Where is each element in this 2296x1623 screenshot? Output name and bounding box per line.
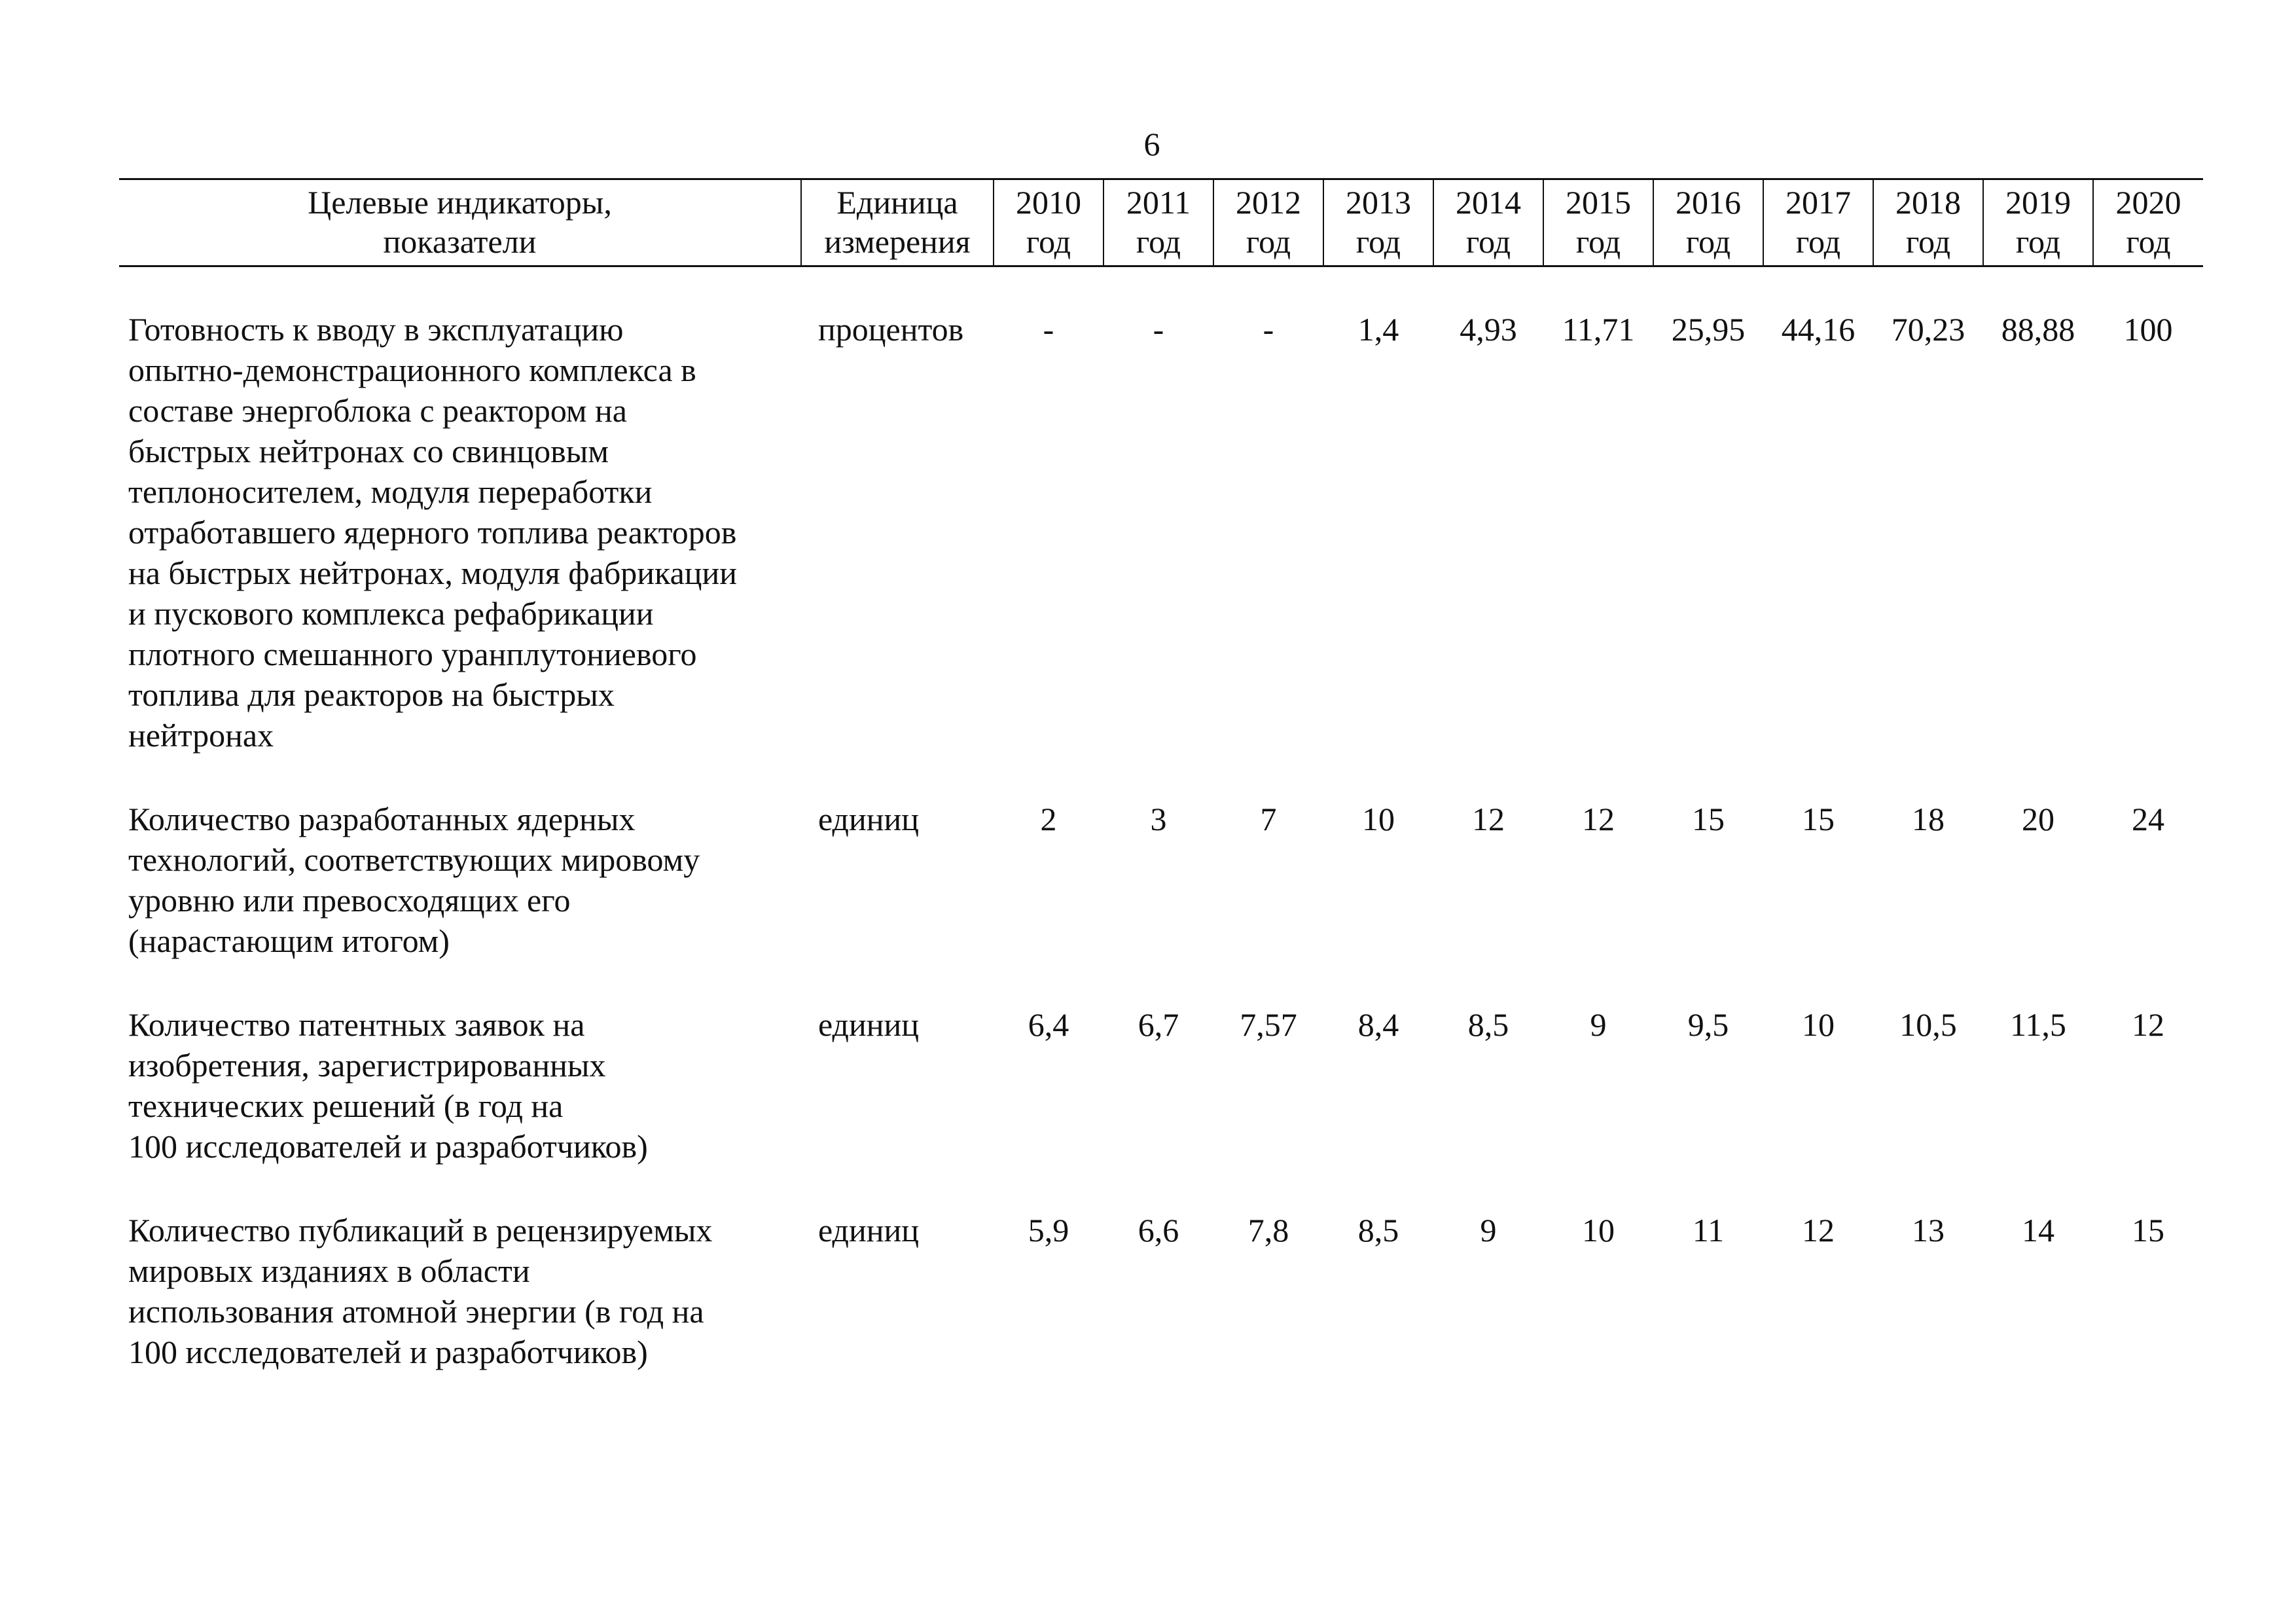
header-year-2016: 2016 год <box>1653 179 1763 266</box>
header-indicator-line: показатели <box>383 223 537 260</box>
indicators-table <box>119 178 2203 1372</box>
value-2013: 8,4 <box>1357 1006 1399 1043</box>
value-2016: 9,5 <box>1687 1006 1729 1043</box>
header-year-2019: 2019 год <box>1983 179 2093 266</box>
value-2020: 24 <box>2132 801 2164 837</box>
header-unit-line: Единица <box>836 184 958 221</box>
value-2019: 88,88 <box>2001 311 2075 348</box>
value-2020: 100 <box>2123 311 2173 348</box>
value-2018: 10,5 <box>1899 1006 1957 1043</box>
value-2012: 7,57 <box>1240 1006 1297 1043</box>
value-2011: - <box>1153 311 1164 348</box>
indicator-unit: процентов <box>818 311 964 348</box>
indicator-unit: единиц <box>818 801 920 837</box>
indicator-name: Готовность к вводу в эксплуатацию опытно-демонстрационного комплекса в составе энергоблока с реактором на быстрых нейтронах со свинцовым теплоносителем, модуля переработки отработавшего ядерного топлива реакторов на быстрых нейтронах, модуля фабрикации и пускового комплекса рефабрикации плотного смешанного уранплутониевого топлива для реакторов на быстрых нейтронах <box>128 311 738 754</box>
value-2010: - <box>1043 311 1054 348</box>
value-2015: 9 <box>1590 1006 1607 1043</box>
header-year-2017: 2017 год <box>1763 179 1873 266</box>
header-year-2010: 2010 год <box>994 179 1103 266</box>
header-unit <box>801 179 994 266</box>
header-year-2020: 2020 год <box>2093 179 2203 266</box>
value-2014: 9 <box>1480 1212 1497 1249</box>
value-2013: 10 <box>1362 801 1395 837</box>
value-2013: 8,5 <box>1357 1212 1399 1249</box>
value-2019: 11,5 <box>2010 1006 2066 1043</box>
value-2015: 12 <box>1582 801 1615 837</box>
value-2014: 4,93 <box>1460 311 1517 348</box>
value-2017: 44,16 <box>1781 311 1856 348</box>
indicator-unit: единиц <box>818 1006 920 1043</box>
header-year-2011: 2011 год <box>1103 179 1213 266</box>
value-2019: 20 <box>2022 801 2054 837</box>
value-2019: 14 <box>2022 1212 2054 1249</box>
value-2010: 5,9 <box>1028 1212 1069 1249</box>
value-2010: 2 <box>1040 801 1057 837</box>
value-2011: 6,6 <box>1138 1212 1179 1249</box>
header-year-2018: 2018 год <box>1873 179 1983 266</box>
value-2017: 10 <box>1802 1006 1835 1043</box>
header-year-2012: 2012 год <box>1213 179 1323 266</box>
value-2017: 12 <box>1802 1212 1835 1249</box>
indicator-name: Количество публикаций в рецензируемых мировых изданиях в области использования атомной энергии (в год на 100 исследователей и разработчиков) <box>128 1212 713 1370</box>
value-2016: 25,95 <box>1671 311 1746 348</box>
value-2012: 7 <box>1260 801 1277 837</box>
table-row <box>119 1167 2203 1372</box>
value-2012: 7,8 <box>1247 1212 1289 1249</box>
value-2016: 15 <box>1692 801 1725 837</box>
header-year-2015: 2015 год <box>1543 179 1653 266</box>
table-row <box>119 266 2203 756</box>
table-header-row <box>119 179 2203 266</box>
value-2014: 8,5 <box>1467 1006 1509 1043</box>
value-2020: 12 <box>2132 1006 2164 1043</box>
value-2020: 15 <box>2132 1212 2164 1249</box>
header-indicator <box>119 179 801 266</box>
value-2017: 15 <box>1802 801 1835 837</box>
page-number: 6 <box>1143 126 1160 162</box>
value-2018: 13 <box>1912 1212 1945 1249</box>
value-2013: 1,4 <box>1357 311 1399 348</box>
value-2016: 11 <box>1692 1212 1725 1249</box>
value-2015: 11,71 <box>1562 311 1635 348</box>
value-2010: 6,4 <box>1028 1006 1069 1043</box>
value-2018: 18 <box>1912 801 1945 837</box>
value-2012: - <box>1263 311 1274 348</box>
value-2014: 12 <box>1472 801 1505 837</box>
header-year-2013: 2013 год <box>1323 179 1433 266</box>
value-2018: 70,23 <box>1891 311 1965 348</box>
value-2011: 6,7 <box>1138 1006 1179 1043</box>
header-year-2014: 2014 год <box>1433 179 1543 266</box>
indicator-name: Количество патентных заявок на изобретения, зарегистрированных технических решений (в год на 100 исследователей и разработчиков) <box>128 1006 648 1165</box>
indicator-name: Количество разработанных ядерных технологий, соответствующих мировому уровню или превосходящих его (нарастающим итогом) <box>128 801 700 959</box>
header-indicator-line: Целевые индикаторы, <box>308 184 612 221</box>
value-2011: 3 <box>1150 801 1167 837</box>
indicator-unit: единиц <box>818 1212 920 1249</box>
header-unit-line: измерения <box>824 223 971 260</box>
table-row <box>119 756 2203 961</box>
table-row <box>119 961 2203 1167</box>
value-2015: 10 <box>1582 1212 1615 1249</box>
